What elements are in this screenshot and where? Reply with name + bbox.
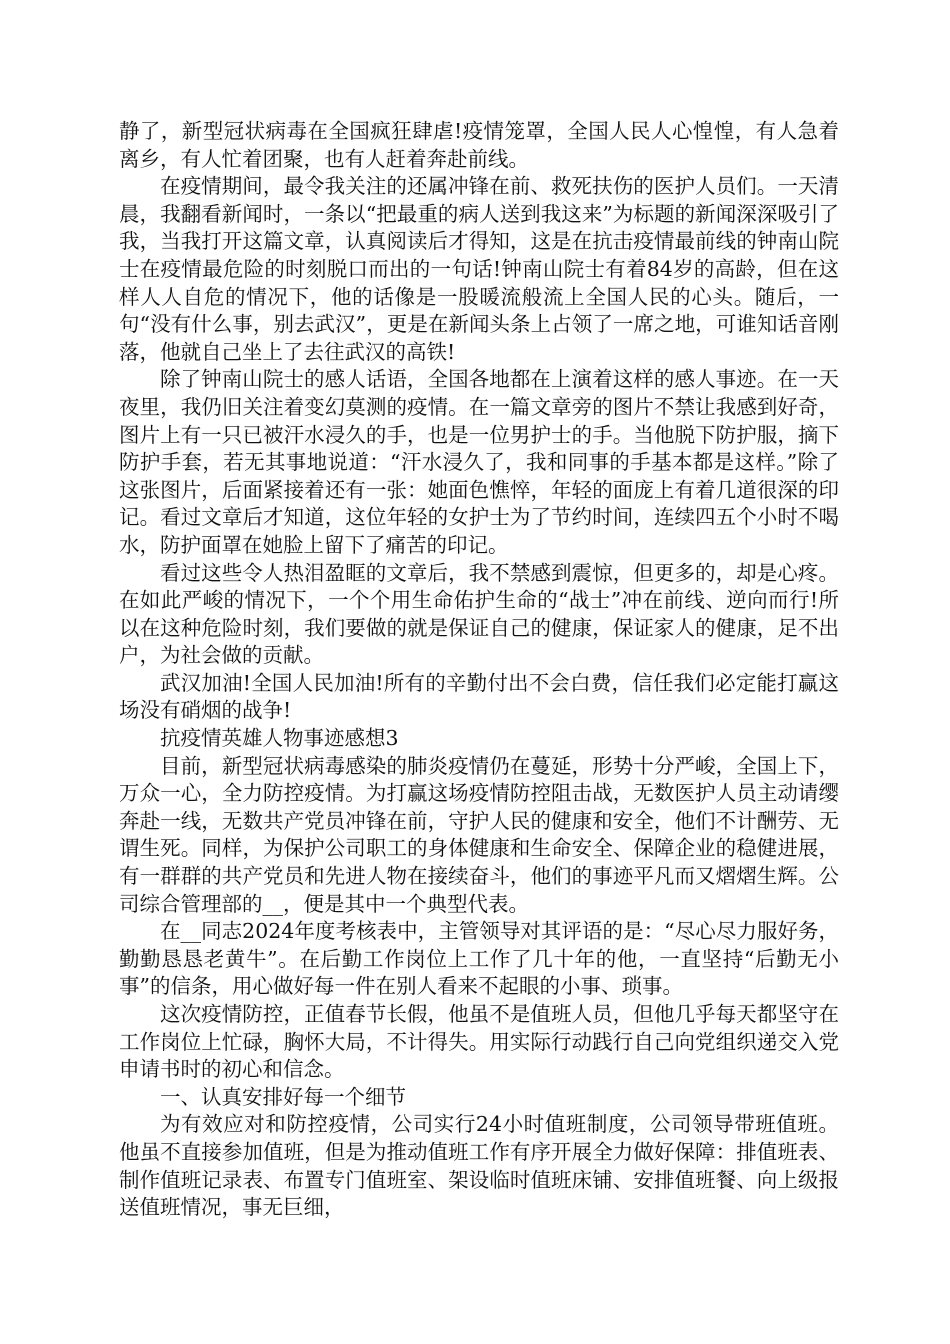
paragraph-2: 在疫情期间，最令我关注的还属冲锋在前、救死扶伤的医护人员们。一天清晨，我翻看新闻时，一条以“把最重的病人送到我这来”为标题的新闻深深吸引了我，当我打开这篇文章，认真阅读后才得知，这是在抗击疫情最前线的钟南山院士在疫情最危险的时刻脱口而出的一句话!钟南山院士有着84岁的高龄，但在这样人人自危的情况下，他的话像是一股暖流般流上全国人民的心头。随后，一句“没有什么事，别去武汉”，更是在新闻头条上占领了一席之地，可谁知话音刚落，他就自己坐上了去往武汉的高铁! [119,174,839,364]
paragraph-8: 这次疫情防控，正值春节长假，他虽不是值班人员，但他几乎每天都坚守在工作岗位上忙碌，胸怀大局，不计得失。用实际行动践行自己向党组织递交入党申请书时的初心和信念。 [119,1002,839,1082]
paragraph-7: 在__同志2024年度考核表中，主管领导对其评语的是：“尽心尽力服好务，勤勤恳恳老黄牛”。在后勤工作岗位上工作了几十年的他，一直坚持“后勤无小事”的信条，用心做好每一件在别人看来不起眼的小事、琐事。 [119,919,839,999]
paragraph-9: 为有效应对和防控疫情，公司实行24小时值班制度，公司领导带班值班。他虽不直接参加值班，但是为推动值班工作有序开展全力做好保障：排值班表、制作值班记录表、布置专门值班室、架设临时值班床铺、安排值班餐、向上级报送值班情况，事无巨细， [119,1112,839,1220]
subsection-title: 一、认真安排好每一个细节 [160,1084,406,1109]
paragraph-1: 静了，新型冠状病毒在全国疯狂肆虐!疫情笼罩，全国人民人心惶惶，有人急着离乡，有人忙着团聚，也有人赶着奔赴前线。 [119,119,839,171]
paragraph-6: 目前，新型冠状病毒感染的肺炎疫情仍在蔓延，形势十分严峻，全国上下，万众一心，全力防控疫情。为打赢这场疫情防控阻击战，无数医护人员主动请缨奔赴一线，无数共产党员冲锋在前，守护人民的健康和安全，他们不计酬劳、无谓生死。同样，为保护公司职工的身体健康和生命安全、保障企业的稳健进展，有一群群的共产党员和先进人物在接续奋斗，他们的事迹平凡而又熠熠生辉。公司综合管理部的__，便是其中一个典型代表。 [119,753,839,916]
document-body [119,118,839,1222]
section-title: 抗疫情英雄人物事迹感想3 [160,726,399,751]
paragraph-5: 武汉加油!全国人民加油!所有的辛勤付出不会白费，信任我们必定能打赢这场没有硝烟的战争! [119,670,839,723]
paragraph-4: 看过这些令人热泪盈眶的文章后，我不禁感到震惊，但更多的，却是心疼。在如此严峻的情况下，一个个用生命佑护生命的“战士”冲在前线、逆向而行!所以在这种危险时刻，我们要做的就是保证自己的健康，保证家人的健康，足不出户，为社会做的贡献。 [119,560,839,668]
paragraph-3: 除了钟南山院士的感人话语，全国各地都在上演着这样的感人事迹。在一天夜里，我仍旧关注着变幻莫测的疫情。在一篇文章旁的图片不禁让我感到好奇，图片上有一只已被汗水浸久的手，也是一位男护士的手。当他脱下防护服，摘下防护手套，若无其事地说道：“汗水浸久了，我和同事的手基本都是这样。”除了这张图片，后面紧接着还有一张：她面色憔悴，年轻的面庞上有着几道很深的印记。看过文章后才知道，这位年轻的女护士为了节约时间，连续四五个小时不喝水，防护面罩在她脸上留下了痛苦的印记。 [119,367,839,557]
